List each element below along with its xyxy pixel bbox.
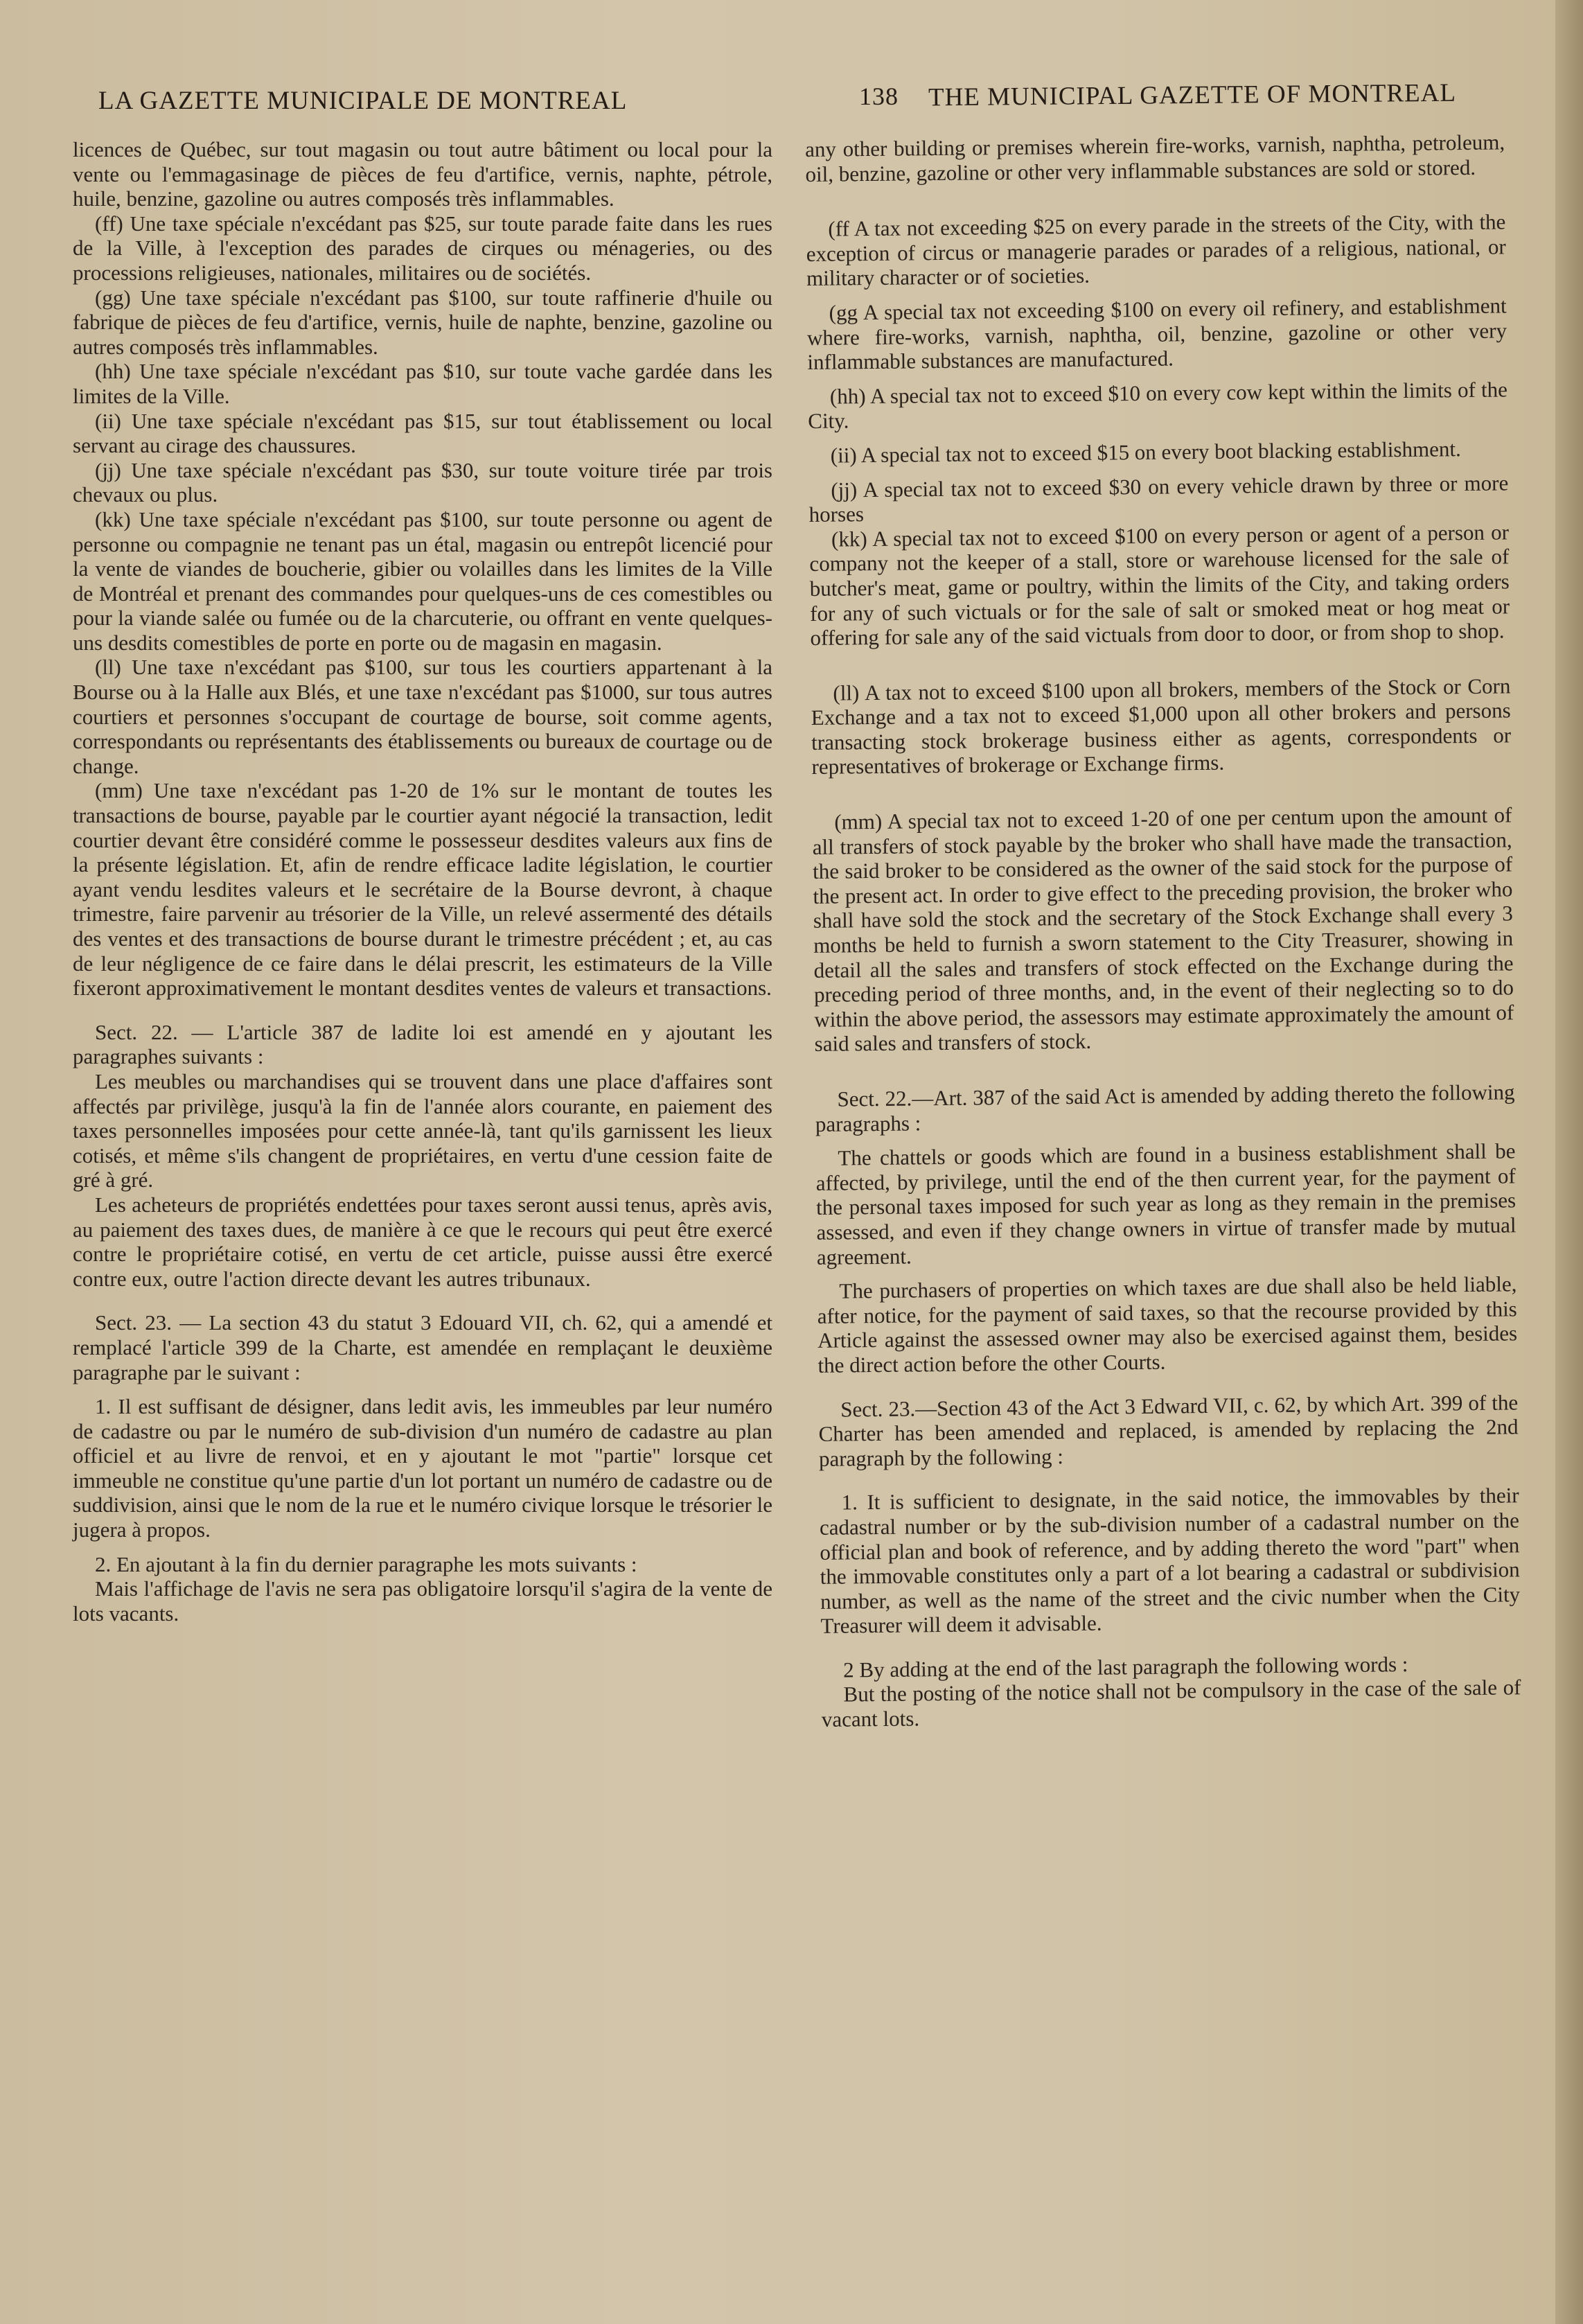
page-number: 138 <box>859 82 899 110</box>
en-section-22: Sect. 22.—Art. 387 of the said Act is amended by adding thereto the following paragraphs : <box>815 1080 1515 1136</box>
english-column <box>805 130 1521 1732</box>
fr-section-22: Sect. 22. — L'article 387 de ladite loi est amendé en y ajoutant les paragraphes suivants : <box>73 1019 772 1069</box>
en-paragraph-ii: (ii) A special tax not to exceed $15 on every boot blacking establishment. <box>830 437 1461 468</box>
en-paragraph: The chattels or goods which are found in a business establishment shall be affected, by privilege, until the end of the then current year, for the payment of the personal taxes imposed for such year as long as they remain in the premises assessed, and even if they change owners in virtue of transfer made by mutual agreement. <box>815 1138 1516 1269</box>
page-header <box>90 68 1483 123</box>
en-paragraph-hh: (hh) A special tax not to exceed $10 on every cow kept within the limits of the City. <box>808 377 1508 434</box>
en-paragraph-ll: (ll) A tax not to exceed $100 upon all brokers, members of the Stock or Corn Exchange and a tax not to exceed $1,000 upon all other brokers and persons transacting stock brokerage business either as agents, correspondents or representatives of brokerage or Exchange firms. <box>811 674 1512 780</box>
fr-paragraph-ff: (ff) Une taxe spéciale n'excédant pas $25, sur toute parade faite dans les rues de la Ville, à l'exception des parades de cirques ou ménageries, ou des processions religieuses, nationales, militaires ou de sociétés. <box>73 211 772 285</box>
fr-paragraph-kk: (kk) Une taxe spéciale n'excédant pas $100, sur toute personne ou agent de personne ou compagnie ne tenant pas un étal, magasin ou entrepôt licencié pour la vente de viandes de boucherie, gibier ou volailles dans les limites de la Ville de Montréal et prenant des commandes pour quelques-uns de ces comestibles ou pour la viande salée ou fumée ou de la charcuterie, ou offrant en vente quelques-uns desdits comestibles de porte en porte ou de magasin en magasin. <box>73 507 772 655</box>
en-paragraph-2: 2 By adding at the end of the last paragraph the following words : <box>842 1651 1408 1682</box>
fr-paragraph-hh: (hh) Une taxe spéciale n'excédant pas $10, sur toute vache gardée dans les limites de la Ville. <box>73 359 772 408</box>
fr-paragraph-mm: (mm) Une taxe n'excédant pas 1-20 de 1% sur le montant de toutes les transactions de bourse, payable par le courtier ayant négocié la transaction, ledit courtier devant être considéré comme le possesseur desdites valeurs aux fins de la présente législation. Et, afin de rendre efficace ladite législation, le courtier ayant vendu lesdites valeurs et le secrétaire de la Bourse devront, à chaque trimestre, faire parvenir au trésorier de la Ville, un relevé assermenté des détails des ventes et des transactions de bourse durant le trimestre précédent ; et, au cas de leur négligence de ce faire dans le délai prescrit, les estimateurs de la Ville fixeront approximativement le montant desdites ventes de valeurs et transactions. <box>73 778 772 1001</box>
fr-paragraph: Mais l'affichage de l'avis ne sera pas obligatoire lorsqu'il s'agira de la vente de lots vacants. <box>73 1576 772 1626</box>
en-paragraph-1: 1. It is sufficient to designate, in the said notice, the immovables by their cadastral number or by the sub-division number of a cadastral number on the official plan and book of reference, and by adding thereto the word "part" when the immovable constitutes only a part of a lot bearing a cadastral or subdivision number, as well as the name of the street and the civic number when the City Treasurer will deem it advisable. <box>819 1483 1521 1639</box>
fr-paragraph-2: 2. En ajoutant à la fin du dernier paragraphe les mots suivants : <box>95 1551 637 1576</box>
en-paragraph: But the posting of the notice shall not be compulsory in the case of the sale of vacant lots. <box>821 1675 1521 1732</box>
header-french-title: LA GAZETTE MUNICIPALE DE MONTREAL <box>98 87 628 115</box>
fr-paragraph: Les acheteurs de propriétés endettées pour taxes seront aussi tenus, après avis, au paiement des taxes dues, de manière à ce que le recours qui peut être exercé contre le propriétaire cotisé, en vertu de cet article, puisse aussi être exercé contre eux, outre l'action directe devant les autres tribunaux. <box>73 1192 772 1291</box>
en-paragraph-ff: (ff A tax not exceeding $25 on every parade in the streets of the City, with the exception of circus or managerie parades or parades of a religious, national, or military character or of societies. <box>806 209 1506 291</box>
fr-paragraph: licences de Québec, sur tout magasin ou tout autre bâtiment ou local pour la vente ou l'emmagasinage de pièces de feu d'artifice, vernis, naphte, pétrole, huile, benzine, gazoline ou autres composés très inflammables. <box>73 137 772 211</box>
fr-paragraph-gg: (gg) Une taxe spéciale n'excédant pas $100, sur toute raffinerie d'huile ou fabrique de pièces de feu d'artifice, vernis, huile de naphte, benzine, gazoline ou autres composés très inflammables. <box>73 285 772 359</box>
en-paragraph-mm: (mm) A special tax not to exceed 1-20 of one per centum upon the amount of all transfers of stock payable by the broker who shall have made the transaction, the said broker to be considered as the owner of the said stock for the purpose of the present act. In order to give effect to the preceding provision, the broker who shall have sold the stock and the secretary of the Stock Exchange shall every 3 months be held to furnish a sworn statement to the City Treasurer, showing in detail all the sales and transfers of stock effected on the Exchange during the preceding period of three months, and, in the event of their neglecting so to do within the above period, the assessors may estimate approximately the amount of said sales and transfers of stock. <box>812 802 1514 1057</box>
fr-paragraph-1: 1. Il est suffisant de désigner, dans ledit avis, les immeubles par leur numéro de cadastre ou par le numéro de sub-division d'un numéro de cadastre au plan officiel et au livre de renvoi, et en y ajoutant le mot "partie" lorsque cet immeuble ne constitue qu'une partie d'un lot portant un numéro de cadastre ou de suddivision, ainsi que le nom de la rue et le numéro civique lorsque le trésorier le jugera à propos. <box>73 1394 772 1542</box>
en-section-23: Sect. 23.—Section 43 of the Act 3 Edward VII, c. 62, by which Art. 399 of the Charter has been amended and replaced, is amended by replacing the 2nd paragraph by the following : <box>818 1389 1519 1471</box>
page-edge <box>1555 0 1583 2324</box>
fr-paragraph-ii: (ii) Une taxe spéciale n'excédant pas $15, sur tout établissement ou local servant au cirage des chaussures. <box>73 408 772 458</box>
fr-paragraph: Les meubles ou marchandises qui se trouvent dans une place d'affaires sont affectés par privilège, jusqu'à la fin de l'année alors courante, en paiement des taxes personnelles imposées pour cette année-là, tant qu'ils garnissent les lieux cotisés, et même s'ils changent de propriétaires, en vertu d'une cession faite de gré à gré. <box>73 1068 772 1192</box>
en-paragraph-jj: (jj) A special tax not to exceed $30 on every vehicle drawn by three or more horses <box>808 470 1509 527</box>
french-column <box>73 137 772 1626</box>
fr-section-23: Sect. 23. — La section 43 du statut 3 Edouard VII, ch. 62, qui a amendé et remplacé l'article 399 de la Charte, est amendée en remplaçant le deuxième paragraphe par le suivant : <box>73 1310 772 1384</box>
en-paragraph-kk: (kk) A special tax not to exceed $100 on every person or agent of a person or company not the keeper of a stall, store or warehouse licensed for the sale of butcher's meat, game or poultry, within the limits of the City, and taking orders for any of such victuals or for the sale of salt or smoked meat or hog meat or offering for sale any of the said victuals from door to door, or from shop to shop. <box>809 520 1510 651</box>
en-paragraph: The purchasers of properties on which taxes are due shall also be held liable, after notice, for the payment of said taxes, so that the recourse provided by this Article against the assessed owner may also be exercised against them, besides the direct action before the other Courts. <box>817 1271 1518 1377</box>
en-paragraph: any other building or premises wherein fire-works, varnish, naphtha, petroleum, oil, benzine, gazoline or other very inflammable substances are sold or stored. <box>805 130 1505 186</box>
en-paragraph-gg: (gg A special tax not exceeding $100 on every oil refinery, and establishment where fire-works, varnish, naphtha, oil, benzine, gazoline or other very inflammable substances are manufactured. <box>806 293 1507 375</box>
fr-paragraph-jj: (jj) Une taxe spéciale n'excédant pas $30, sur toute voiture tirée par trois chevaux ou plus. <box>73 457 772 507</box>
fr-paragraph-ll: (ll) Une taxe n'excédant pas $100, sur tous les courtiers appartenant à la Bourse ou à la Halle aux Blés, et une taxe n'excédant pas $1000, sur tous autres courtiers et personnes s'occupant de courtage de bourse, soit comme agents, correspondants ou représentants des établissements ou bureaux de courtage ou de change. <box>73 655 772 778</box>
header-english-title: THE MUNICIPAL GAZETTE OF MONTREAL <box>928 78 1457 112</box>
